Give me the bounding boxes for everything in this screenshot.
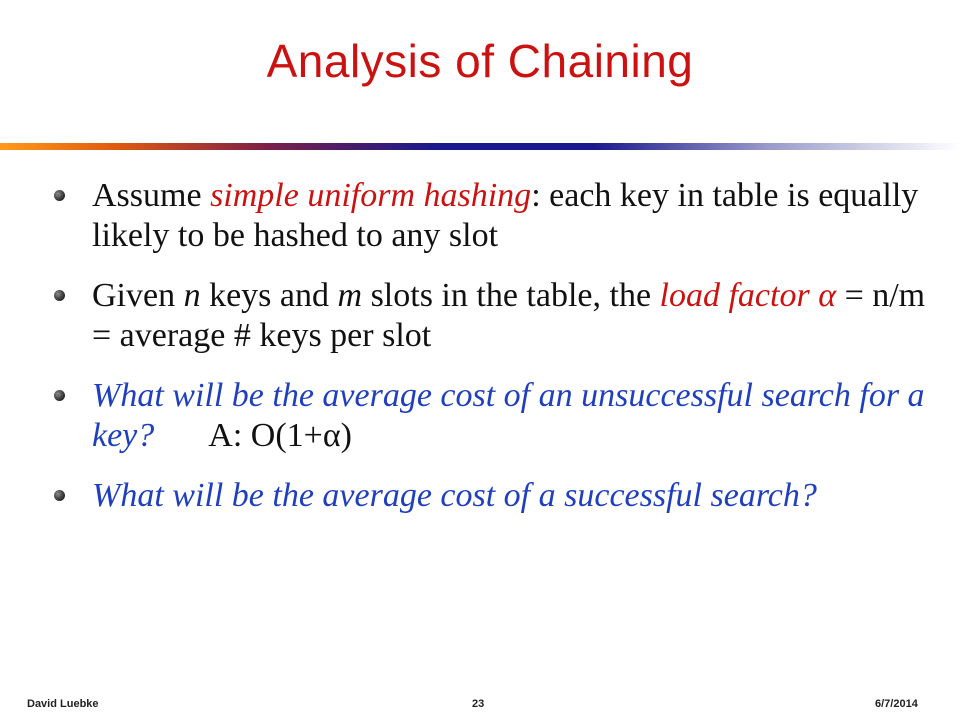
bullet-simple-uniform-hashing [54,176,934,256]
bullet-text-post: : each key in table is equally likely to be hashed to any slot [92,177,919,254]
question-unsuccessful-search: What will be the average cost of an unsuccessful search for a key? [92,377,925,454]
title-divider [0,143,960,150]
slide-title: Analysis of Chaining [266,35,694,87]
bullet-text-pre: Assume [92,177,211,214]
bullet-successful-search [54,476,934,516]
term-simple-uniform-hashing: simple uniform hashing [210,177,532,214]
term-load-factor: load factor [659,277,810,314]
footer-author: David Luebke [27,698,99,710]
load-factor-equation: = n/m = average # keys per slot [92,277,926,354]
bullet-list [54,176,934,536]
var-m: m [337,277,363,314]
alpha-symbol: α [809,277,837,314]
question-successful-search: What will be the average cost of a successful search? [92,477,817,514]
bullet-dot-icon [54,190,65,201]
bullet-dot-icon [54,390,65,401]
answer-unsuccessful-search: A: O(1+α) [208,417,352,454]
bullet-text-mid: slots in the table, the [362,277,660,314]
bullet-unsuccessful-search [54,376,934,456]
bullet-text-pre: Given [92,277,184,314]
bullet-dot-icon [54,490,65,501]
footer-date: 6/7/2014 [875,698,918,710]
footer-page-number: 23 [472,698,485,710]
bullet-load-factor [54,276,934,356]
var-n: n [183,277,201,314]
bullet-dot-icon [54,290,65,301]
bullet-text-mid: keys and [200,277,338,314]
